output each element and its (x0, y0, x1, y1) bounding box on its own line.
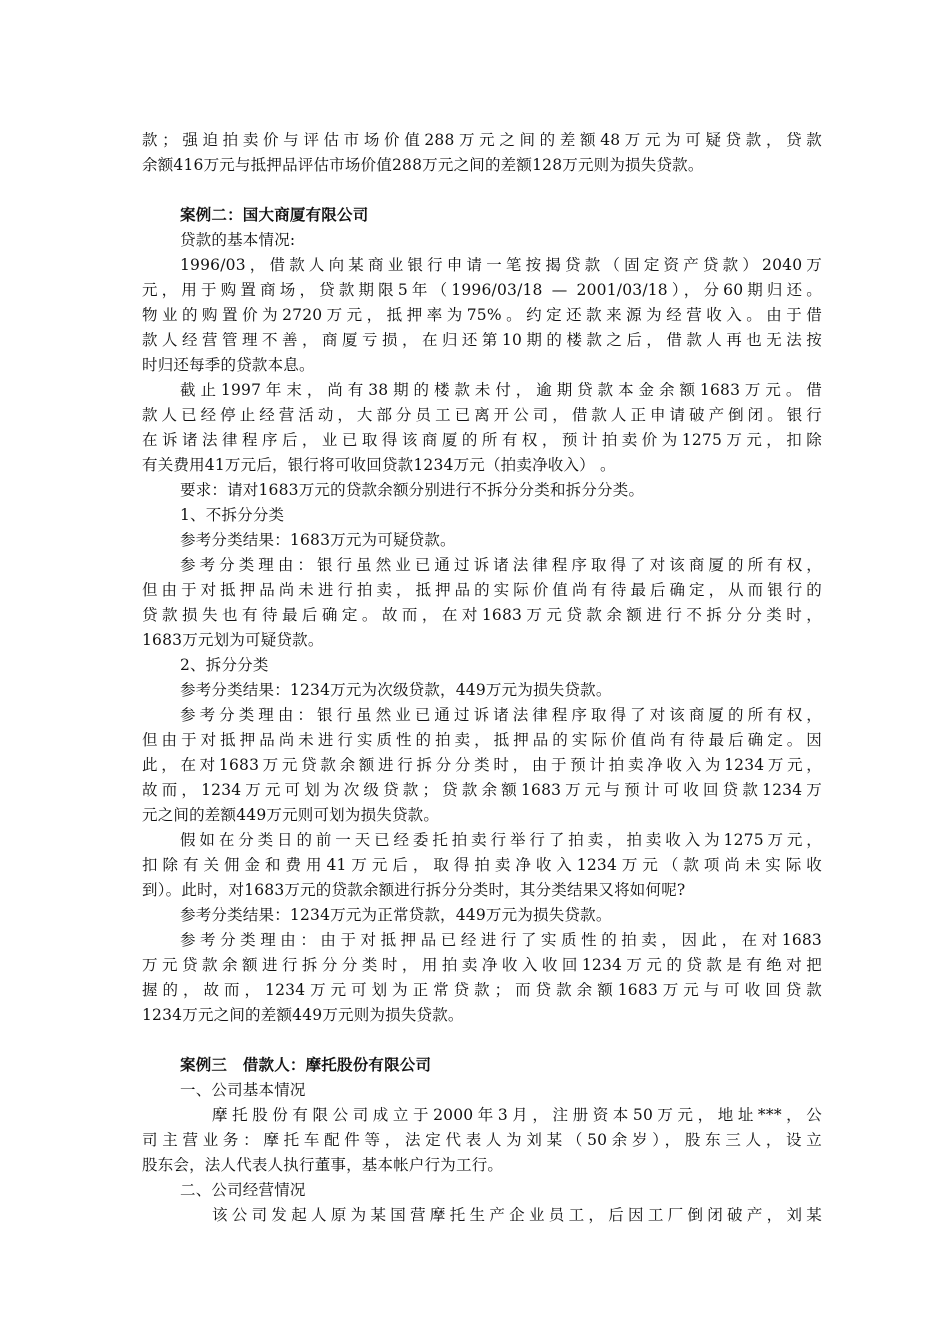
paragraph-line: 贷款损失也有待最后确定。故而，在对1683万元贷款余额进行不拆分分类时， (142, 606, 822, 624)
paragraph-line: 贷款的基本情况: (180, 231, 296, 249)
paragraph-line: 参考分类结果：1683万元为可疑贷款。 (180, 531, 456, 549)
paragraph-line: 参考分类理由：银行虽然业已通过诉诸法律程序取得了对该商厦的所有权， (180, 706, 822, 724)
paragraph-line: 1996/03，借款人向某商业银行申请一笔按揭贷款（固定资产贷款）2040万 (180, 256, 822, 274)
paragraph-line: 余额416万元与抵押品评估市场价值288万元之间的差额128万元则为损失贷款。 (142, 156, 704, 174)
paragraph-line: 股东会，法人代表人执行董事，基本帐户行为工行。 (142, 1156, 504, 1174)
paragraph-line: 此，在对1683万元贷款余额进行拆分分类时，由于预计拍卖净收入为1234万元， (142, 756, 822, 774)
paragraph-line: 时归还每季的贷款本息。 (142, 356, 315, 374)
paragraph-line: 参考分类结果：1234万元为次级贷款，449万元为损失贷款。 (180, 681, 612, 699)
paragraph-line: 参考分类理由：银行虽然业已通过诉诸法律程序取得了对该商厦的所有权， (180, 556, 822, 574)
paragraph-line: 参考分类结果：1234万元为正常贷款，449万元为损失贷款。 (180, 906, 612, 924)
subsection-heading: 2、拆分分类 (180, 656, 269, 674)
paragraph-line: 但由于对抵押品尚未进行实质性的拍卖，抵押品的实际价值尚有待最后确定。因 (142, 731, 822, 749)
paragraph-line: 参考分类理由：由于对抵押品已经进行了实质性的拍卖，因此，在对1683 (180, 931, 822, 949)
paragraph-line: 该公司发起人原为某国营摩托生产企业员工，后因工厂倒闭破产，刘某 (212, 1206, 822, 1224)
paragraph-line: 物业的购置价为2720万元，抵押率为75%。约定还款来源为经营收入。由于借 (142, 306, 822, 324)
paragraph-line: 但由于对抵押品尚未进行拍卖，抵押品的实际价值尚有待最后确定，从而银行的 (142, 581, 822, 599)
paragraph-line: 到）。此时，对1683万元的贷款余额进行拆分分类时，其分类结果又将如何呢? (142, 881, 686, 899)
paragraph-line: 有关费用41万元后，银行将可收回贷款1234万元（拍卖净收入） 。 (142, 456, 616, 474)
paragraph-line: 扣除有关佣金和费用41万元后，取得拍卖净收入1234万元（款项尚未实际收 (142, 856, 822, 874)
paragraph-line: 款；强迫拍卖价与评估市场价值288万元之间的差额48万元为可疑贷款，贷款 (142, 131, 822, 149)
paragraph-line: 元，用于购置商场，贷款期限5年（1996/03/18 — 2001/03/18），分60期归还。 (142, 281, 822, 299)
paragraph-line: 摩托股份有限公司成立于2000年3月，注册资本50万元，地址***，公 (212, 1106, 822, 1124)
paragraph-line: 司主营业务：摩托车配件等，法定代表人为刘某（50余岁），股东三人，设立 (142, 1131, 822, 1149)
paragraph-line: 假如在分类日的前一天已经委托拍卖行举行了拍卖，拍卖收入为1275万元， (180, 831, 822, 849)
paragraph-line: 1234万元之间的差额449万元则为损失贷款。 (142, 1006, 464, 1024)
paragraph-line: 款人已经停止经营活动，大部分员工已离开公司，借款人正申请破产倒闭。银行 (142, 406, 822, 424)
subsection-heading: 1、不拆分分类 (180, 506, 285, 524)
paragraph-line: 元之间的差额449万元则可划为损失贷款。 (142, 806, 440, 824)
case-three-heading: 案例三 借款人：摩托股份有限公司 (180, 1056, 432, 1074)
case-two-heading: 案例二：国大商厦有限公司 (180, 206, 369, 224)
subsection-heading: 二、公司经营情况 (180, 1181, 306, 1199)
paragraph-line: 在诉诸法律程序后，业已取得该商厦的所有权，预计拍卖价为1275万元，扣除 (142, 431, 822, 449)
paragraph-line: 故而，1234万元可划为次级贷款；贷款余额1683万元与预计可收回贷款1234万 (142, 781, 822, 799)
subsection-heading: 一、公司基本情况 (180, 1081, 306, 1099)
paragraph-line: 握的，故而，1234万元可划为正常贷款；而贷款余额1683万元与可收回贷款 (142, 981, 822, 999)
paragraph-line: 款人经营管理不善，商厦亏损，在归还第10期的楼款之后，借款人再也无法按 (142, 331, 822, 349)
paragraph-line: 万元贷款余额进行拆分分类时，用拍卖净收入收回1234万元的贷款是有绝对把 (142, 956, 822, 974)
paragraph-line: 1683万元划为可疑贷款。 (142, 631, 324, 649)
paragraph-line: 要求：请对1683万元的贷款余额分别进行不拆分分类和拆分分类。 (180, 481, 645, 499)
paragraph-line: 截止1997年末，尚有38期的楼款未付，逾期贷款本金余额1683万元。借 (180, 381, 822, 399)
